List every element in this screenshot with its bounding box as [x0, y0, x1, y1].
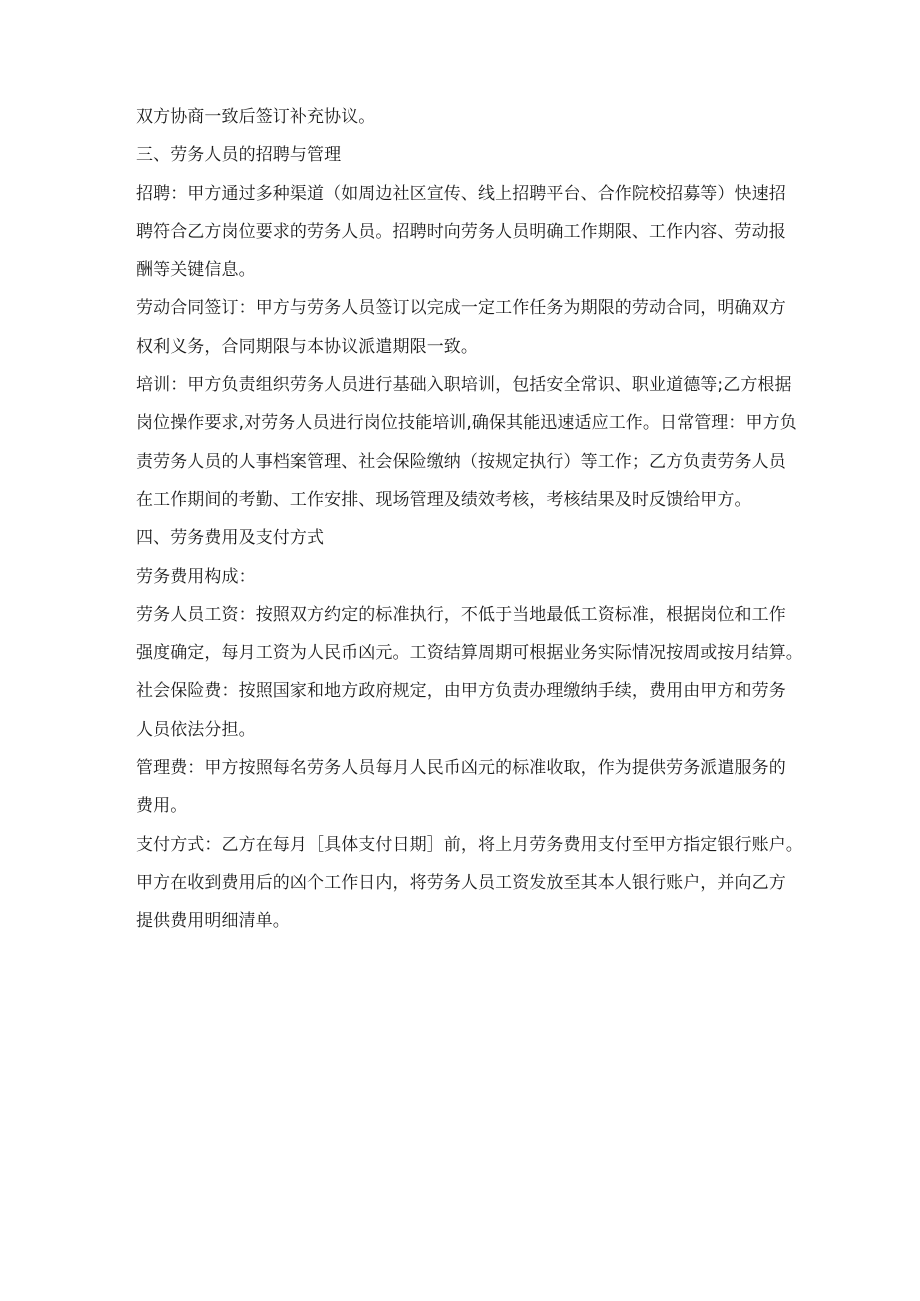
text-line: 在工作期间的考勤、工作安排、现场管理及绩效考核，考核结果及时反馈给甲方。 — [136, 489, 752, 510]
text-line: 双方协商一致后签订补充协议。 — [136, 107, 376, 127]
text-line: 权利义务，合同期限与本协议派遣期限一致。 — [136, 336, 478, 357]
text-line: 劳务人员工资：按照双方约定的标准执行，不低于当地最低工资标准，根据岗位和工作 — [136, 604, 786, 625]
text-line: 人员依法分担。 — [136, 719, 256, 740]
text-line: 社会保险费：按照国家和地方政府规定，由甲方负责办理缴纳手续，费用由甲方和劳务 — [136, 681, 786, 702]
section-heading: 四、劳务费用及支付方式 — [136, 528, 325, 549]
text-line: 甲方在收到费用后的凶个工作日内，将劳务人员工资发放至其本人银行账户，并向乙方 — [136, 872, 786, 893]
document-body — [136, 98, 803, 941]
text-line: 强度确定，每月工资为人民币凶元。工资结算周期可根据业务实际情况按周或按月结算。 — [136, 643, 803, 664]
text-line: 聘符合乙方岗位要求的劳务人员。招聘时向劳务人员明确工作期限、工作内容、劳动报 — [136, 221, 786, 242]
text-line: 责劳务人员的人事档案管理、社会保险缴纳（按规定执行）等工作；乙方负责劳务人员 — [136, 451, 786, 472]
text-line: 费用。 — [136, 796, 188, 817]
text-line: 招聘：甲方通过多种渠道（如周边社区宣传、线上招聘平台、合作院校招募等）快速招 — [136, 183, 786, 204]
text-line: 岗位操作要求,对劳务人员进行岗位技能培训,确保其能迅速适应工作。日常管理：甲方负 — [136, 413, 797, 434]
section-heading: 三、劳务人员的招聘与管理 — [136, 145, 342, 166]
text-line: 培训：甲方负责组织劳务人员进行基础入职培训，包括安全常识、职业道德等;乙方根据 — [136, 375, 792, 396]
text-line: 酬等关键信息。 — [136, 260, 256, 281]
text-line: 劳动合同签订：甲方与劳务人员签订以完成一定工作任务为期限的劳动合同，明确双方 — [136, 298, 786, 319]
text-line: 支付方式：乙方在每月［具体支付日期］前，将上月劳务费用支付至甲方指定银行账户。 — [136, 834, 803, 855]
text-line: 劳务费用构成： — [136, 566, 256, 587]
text-line: 管理费：甲方按照每名劳务人员每月人民币凶元的标准收取，作为提供劳务派遣服务的 — [136, 758, 786, 779]
text-line: 提供费用明细清单。 — [136, 911, 290, 932]
